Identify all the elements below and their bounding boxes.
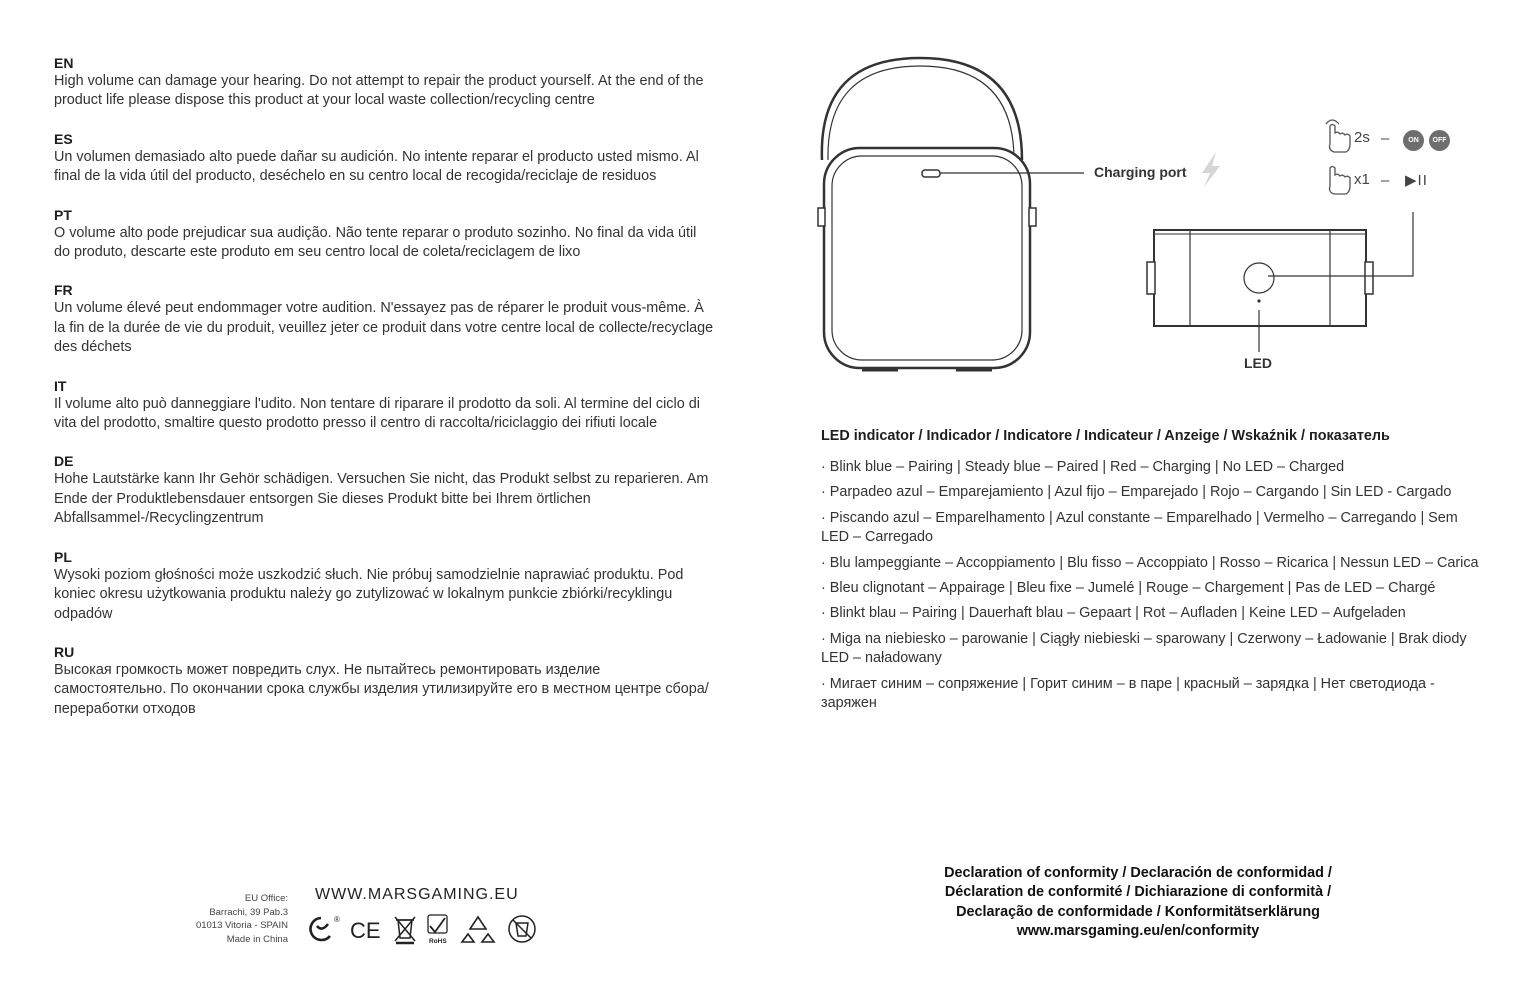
certification-marks — [308, 912, 548, 946]
multifunction-button — [1244, 263, 1274, 293]
speaker-front-outer — [824, 148, 1030, 368]
conformity-url[interactable]: www.marsgaming.eu/en/conformity — [1016, 923, 1260, 940]
led-line-pl: · Miga na niebiesko – parowanie | Ciągły niebieski – sparowany | Czerwony – Ładowanie | Brak diody LED – naładowany — [821, 630, 1467, 667]
warning-text: Un volume élevé peut endommager votre audition. N'essayez pas de réparer le produit vous-même. À la fin de la durée de vie du produit, veuillez jeter ce produit dans votre centre local de collecte/recyclage des déchets — [54, 300, 714, 356]
warning-text: O volume alto pode prejudicar sua audição. Não tente reparar o produto sozinho. No final da vida útil do produto, descarte este produto em seu centro local de coleta/reciclagem de lixo — [54, 224, 697, 261]
speaker-handle — [822, 58, 1022, 160]
registered-mark: ® — [334, 915, 340, 924]
power-hold-duration: 2s — [1354, 129, 1370, 146]
warning-text: Il volume alto può danneggiare l'udito. Non tentare di riparare il prodotto da soli. Al termine del ciclo di vita del prodotto, smaltire questo prodotto presso il centro di raccolta/riciclaggio dei rifiuti locale — [54, 395, 700, 432]
language-code: IT — [54, 377, 67, 394]
speaker-diagram — [800, 40, 1500, 400]
warning-text: Hohe Lautstärke kann Ihr Gehör schädigen. Versuchen Sie nicht, das Produkt selbst zu reparieren. Am Ende der Produktlebensdauer entsorgen Sie dieses Produkt bitte bei Ihrem örtlichen Abfallsammel-/Recyclingzentrum — [54, 471, 709, 527]
warning-text: Un volumen demasiado alto puede dañar su audición. No intente reparar el producto usted mismo. Al final de la vida útil del producto, deséchelo en su centro local de recogida/reciclaje de residuos — [54, 148, 699, 185]
recycle-icon — [462, 917, 494, 942]
conformity-line-3: Declaração de conformidade / Konformitätserklärung — [956, 903, 1320, 920]
warning-ru — [54, 643, 714, 719]
language-code: RU — [54, 643, 75, 660]
led-dot — [1257, 299, 1260, 302]
language-code: PL — [54, 548, 72, 565]
conformity-line-2: Déclaration de conformité / Dichiarazione di conformità / — [944, 884, 1332, 901]
hand-hold-icon — [1326, 120, 1350, 152]
charging-port — [922, 170, 940, 177]
conformity-line-1: Declaration of conformity / Declaración de conformidad / — [944, 865, 1332, 881]
led-line-it: · Blu lampeggiante – Accoppiamento | Blu fisso – Accoppiato | Rosso – Ricarica | Nessun LED – Carica — [821, 554, 1479, 571]
warning-text: Высокая громкость может повредить слух. Не пытайтесь ремонтировать изделие самостоятельно. По окончании срока службы изделия утилизируйте его в местном центре сбора/переработки отходов — [54, 661, 709, 717]
address-line-2: 01013 Vitoria - SPAIN — [195, 920, 288, 931]
warning-de — [54, 452, 714, 528]
led-line-de: · Blinkt blau – Pairing | Dauerhaft blau – Gepaart | Rot – Aufladen | Keine LED – Aufgeladen — [821, 605, 1406, 622]
eu-office-address — [150, 892, 288, 946]
green-dot-icon — [311, 918, 330, 940]
lightning-icon — [1202, 152, 1220, 187]
language-code: ES — [54, 130, 73, 147]
led-line-ru: · Мигает синим – сопряжение | Горит синим – в паре | красный – зарядка | Нет светодиода - заряжен — [821, 675, 1435, 712]
power-dash: – — [1381, 130, 1390, 147]
address-line-1: Barrachi, 39 Pab.3 — [209, 906, 288, 918]
warning-text: Wysoki poziom głośności może uszkodzić słuch. Nie próbuj samodzielnie naprawiać produktu. Pod koniec okresu użytkowania produktu należy go zutylizować w lokalnym punkcie zbiórki/recyklingu odpadów — [54, 566, 684, 622]
warning-it — [54, 377, 714, 434]
warning-pl — [54, 548, 714, 624]
website-link[interactable]: WWW.MARSGAMING.EU — [315, 886, 519, 903]
play-press-count: x1 — [1354, 171, 1370, 188]
warning-fr — [54, 281, 714, 357]
warning-en — [54, 54, 714, 111]
on-icon: ON — [1403, 130, 1424, 151]
warning-pt — [54, 206, 714, 263]
play-pause-icon: ▶II — [1405, 172, 1428, 189]
language-code: FR — [54, 282, 73, 299]
charging-port-label: Charging port — [1094, 164, 1187, 180]
language-code: EN — [54, 55, 74, 71]
led-indicator-section — [821, 426, 1481, 719]
led-label: LED — [1244, 355, 1272, 371]
hand-press-icon — [1330, 167, 1351, 195]
play-dash: – — [1381, 172, 1390, 189]
declaration-of-conformity — [900, 864, 1376, 942]
off-icon: OFF — [1429, 130, 1450, 151]
language-code: DE — [54, 453, 74, 470]
warning-text: High volume can damage your hearing. Do not attempt to repair the product yourself. At the end of the product life please dispose this product at your local waste collection/recycling centre — [54, 73, 704, 109]
led-line-en: · Blink blue – Pairing | Steady blue – Paired | Red – Charging | No LED – Charged — [821, 459, 1345, 475]
safety-warnings — [54, 54, 714, 738]
ce-mark-icon: CE — [350, 918, 381, 943]
no-litter-icon — [509, 916, 535, 942]
eu-office-heading: EU Office: — [244, 893, 288, 904]
led-line-pt: · Piscando azul – Emparelhamento | Azul constante – Emparelhado | Vermelho – Carregando | Sem LED – Carregado — [821, 509, 1458, 546]
rohs-icon — [428, 915, 447, 933]
led-line-es: · Parpadeo azul – Emparejamiento | Azul fijo – Emparejado | Rojo – Cargando | Sin LED - Cargado — [821, 484, 1452, 501]
language-code: PT — [54, 206, 72, 223]
weee-bin-icon — [395, 917, 415, 943]
warning-es — [54, 130, 714, 187]
led-indicator-title: LED indicator / Indicador / Indicatore / Indicateur / Anzeige / Wskaźnik / показатель — [821, 428, 1390, 444]
made-in: Made in China — [226, 933, 288, 945]
led-line-fr: · Bleu clignotant – Appairage | Bleu fixe – Jumelé | Rouge – Chargement | Pas de LED – Chargé — [821, 580, 1436, 597]
rohs-label: RoHS — [429, 938, 447, 945]
